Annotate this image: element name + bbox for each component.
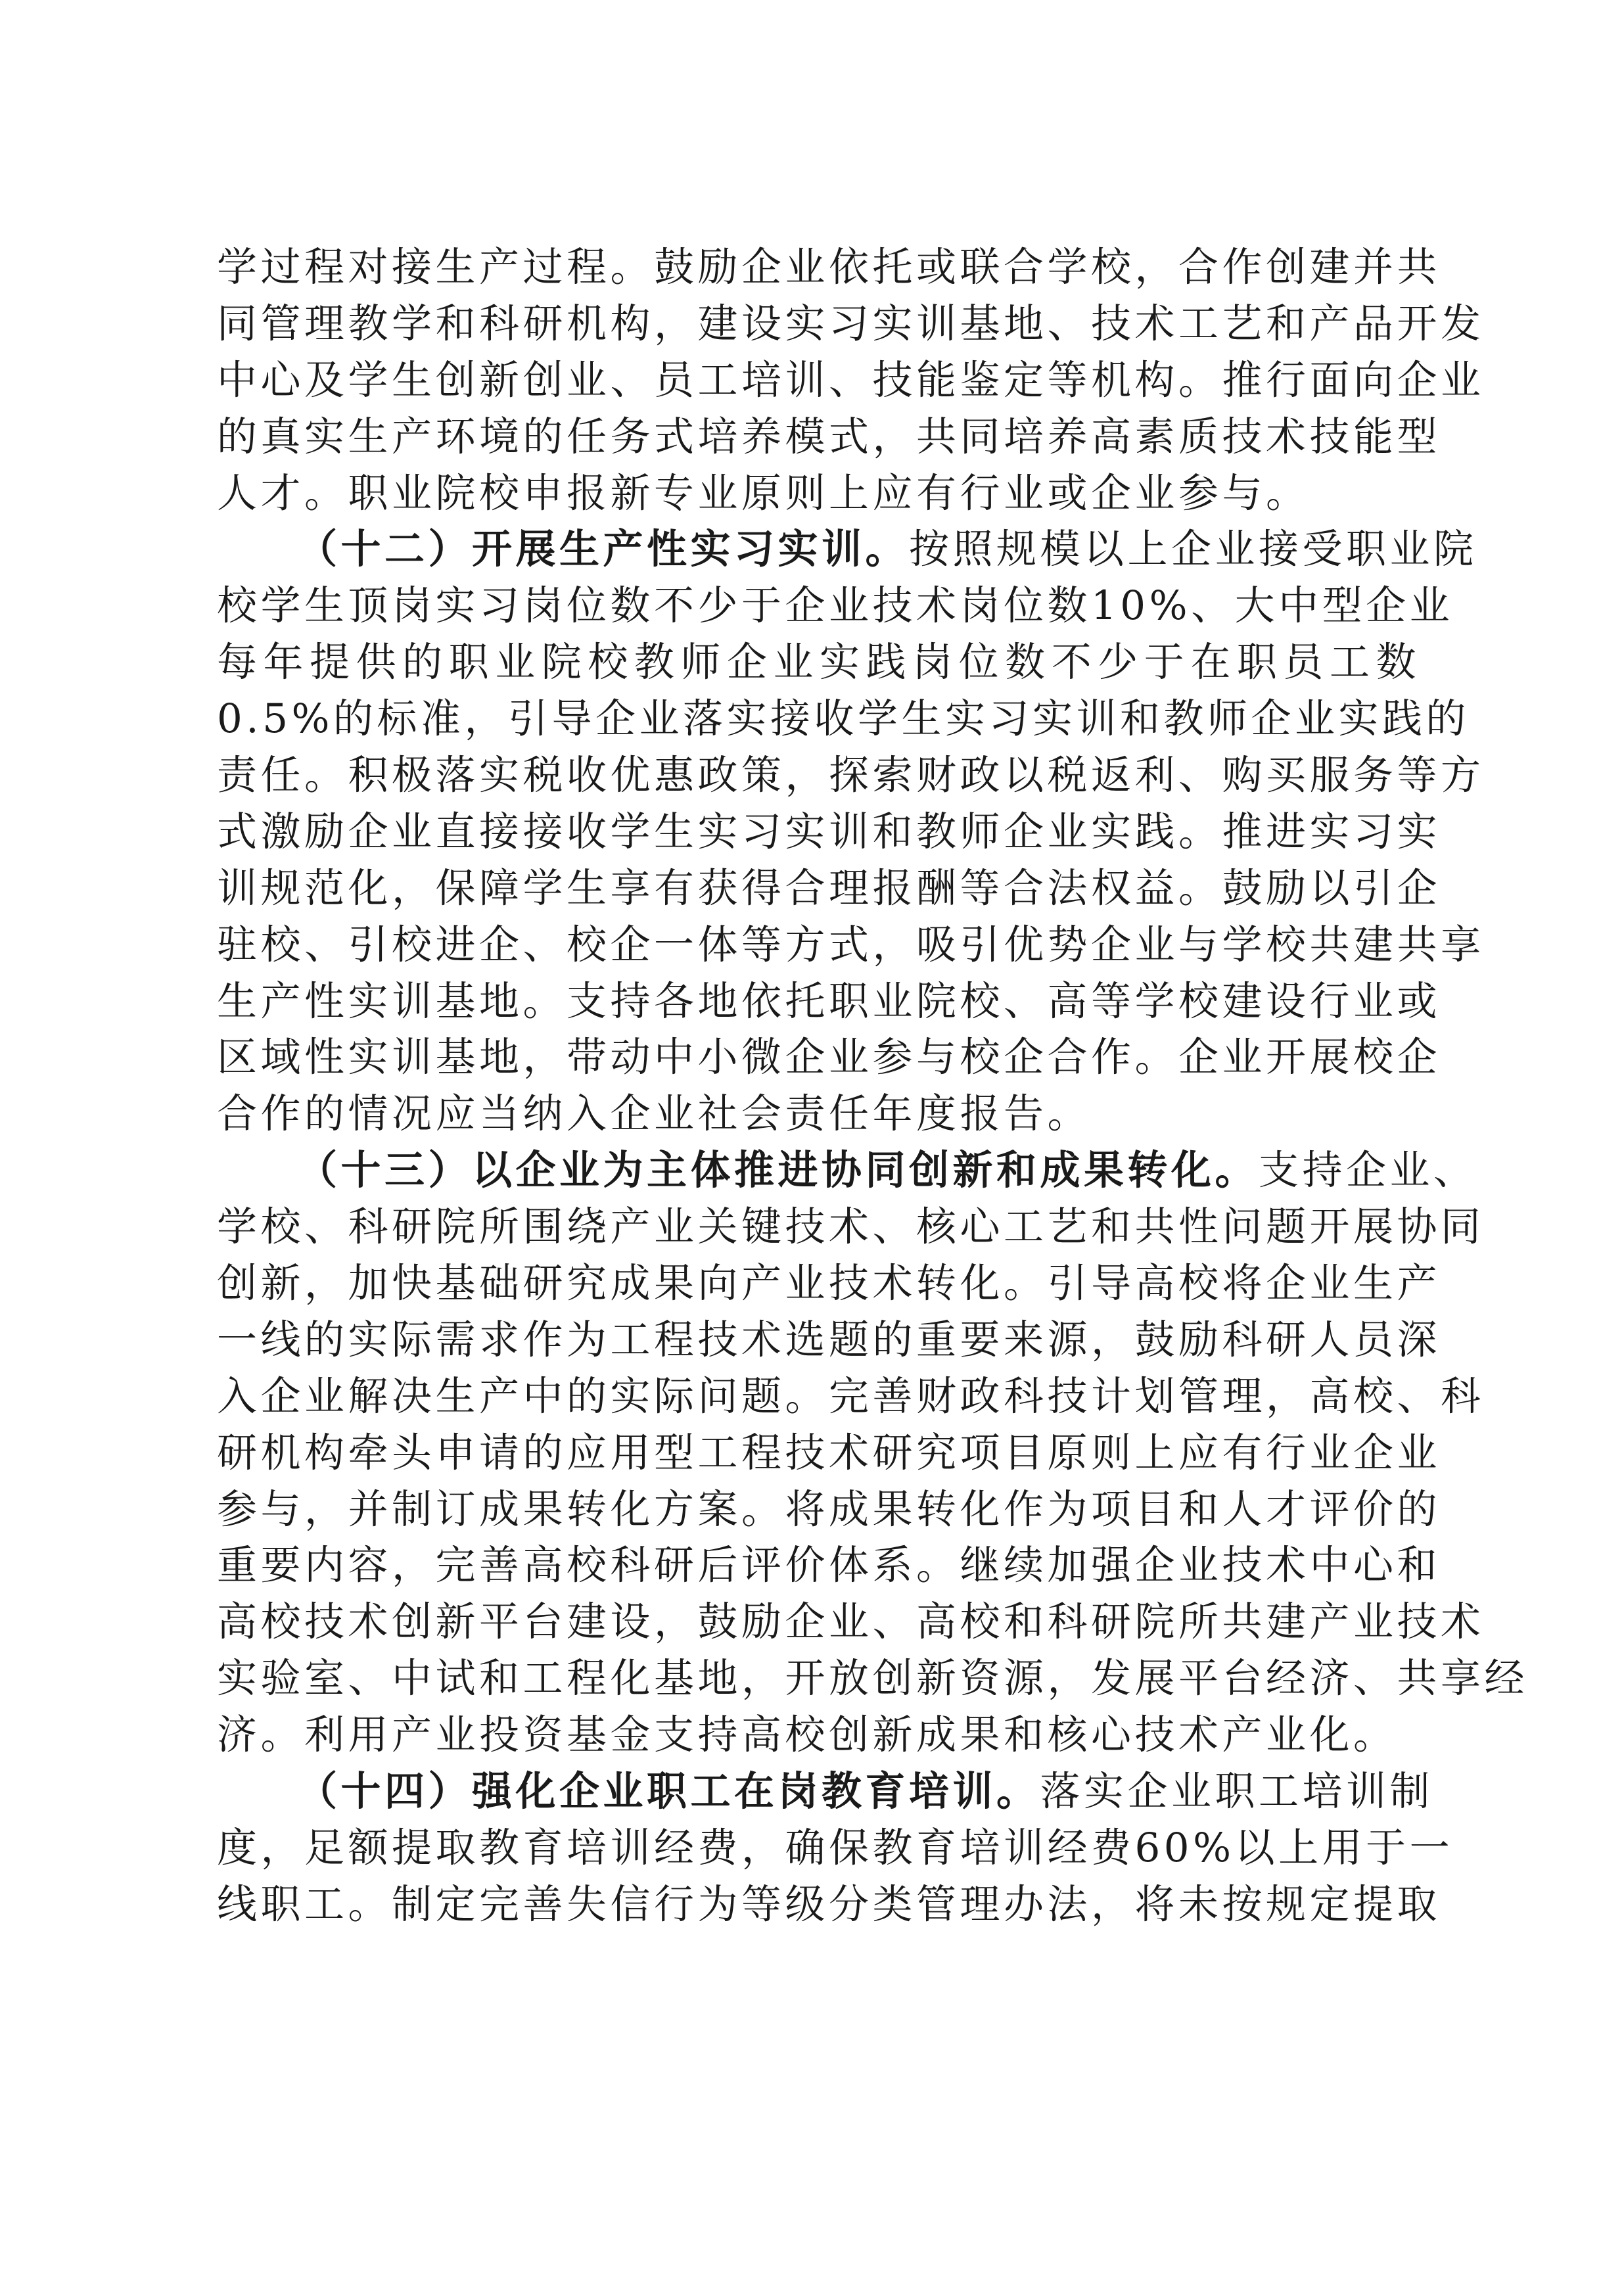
text-line: 合作的情况应当纳入企业社会责任年度报告。 <box>217 1090 1092 1138</box>
text-line: 责任。积极落实税收优惠政策，探索财政以税返利、购买服务等方 <box>217 752 1485 799</box>
text-line: 的真实生产环境的任务式培养模式，共同培养高素质技术技能型 <box>217 413 1441 460</box>
paragraph-12 <box>217 521 1485 1142</box>
text-line: 驻校、引校进企、校企一体等方式，吸引优势企业与学校共建共享 <box>217 921 1485 968</box>
text-line: 每年提供的职业院校教师企业实践岗位数不少于在职员工数 <box>217 639 1420 686</box>
text-line: 创新，加快基础研究成果向产业技术转化。引导高校将企业生产 <box>217 1260 1441 1307</box>
section-heading: （十三）以企业为主体推进协同创新和成果转化。 <box>297 1147 1259 1194</box>
text-line: 入企业解决生产中的实际问题。完善财政科技计划管理，高校、科 <box>217 1372 1485 1420</box>
text-line: 度，足额提取教育培训经费，确保教育培训经费60%以上用于一 <box>217 1824 1454 1871</box>
text-line: 参与，并制订成果转化方案。将成果转化作为项目和人才评价的 <box>217 1485 1441 1533</box>
text-line: 重要内容，完善高校科研后评价体系。继续加强企业技术中心和 <box>217 1542 1441 1589</box>
text-line: 线职工。制定完善失信行为等级分类管理办法，将未按规定提取 <box>217 1880 1441 1928</box>
text-line: 区域性实训基地，带动中小微企业参与校企合作。企业开展校企 <box>217 1034 1441 1081</box>
text-line: 中心及学生创新创业、员工培训、技能鉴定等机构。推行面向企业 <box>217 356 1485 404</box>
section-heading: （十四）强化企业职工在岗教育培训。 <box>297 1768 1040 1815</box>
text-line: 一线的实际需求作为工程技术选题的重要来源，鼓励科研人员深 <box>217 1316 1441 1363</box>
text-line: 济。利用产业投资基金支持高校创新成果和核心技术产业化。 <box>217 1712 1397 1759</box>
paragraph-continuation <box>217 239 1485 521</box>
text-line: 实验室、中试和工程化基地，开放创新资源，发展平台经济、共享经 <box>217 1655 1529 1702</box>
text-line: 同管理教学和科研机构，建设实习实训基地、技术工艺和产品开发 <box>217 300 1485 347</box>
text-line <box>217 1142 1477 1199</box>
text-line: 校学生顶岗实习岗位数不少于企业技术岗位数10%、大中型企业 <box>217 582 1454 630</box>
paragraph-14 <box>217 1763 1454 1933</box>
text-line: 学过程对接生产过程。鼓励企业依托或联合学校，合作创建并共 <box>217 244 1441 291</box>
text-line: 研机构牵头申请的应用型工程技术研究项目原则上应有行业企业 <box>217 1429 1441 1476</box>
text-run: 落实企业职工培训制 <box>1040 1768 1434 1815</box>
text-line: 人才。职业院校申报新专业原则上应有行业或企业参与。 <box>217 469 1310 517</box>
section-heading: （十二）开展生产性实习实训。 <box>297 526 910 573</box>
text-line: 高校技术创新平台建设，鼓励企业、高校和科研院所共建产业技术 <box>217 1598 1485 1646</box>
text-line <box>217 1763 1434 1820</box>
paragraph-13 <box>217 1142 1529 1763</box>
text-line: 生产性实训基地。支持各地依托职业院校、高等学校建设行业或 <box>217 977 1441 1025</box>
text-line: 训规范化，保障学生享有获得合理报酬等合法权益。鼓励以引企 <box>217 864 1441 912</box>
text-line <box>217 521 1477 578</box>
document-body <box>217 239 1529 1933</box>
text-line: 0.5%的标准，引导企业落实接收学生实习实训和教师企业实践的 <box>217 695 1470 743</box>
text-line: 式激励企业直接接收学生实习实训和教师企业实践。推进实习实 <box>217 808 1441 855</box>
text-line: 学校、科研院所围绕产业关键技术、核心工艺和共性问题开展协同 <box>217 1203 1485 1251</box>
text-run: 按照规模以上企业接受职业院 <box>909 526 1477 573</box>
text-run: 支持企业、 <box>1259 1147 1477 1194</box>
